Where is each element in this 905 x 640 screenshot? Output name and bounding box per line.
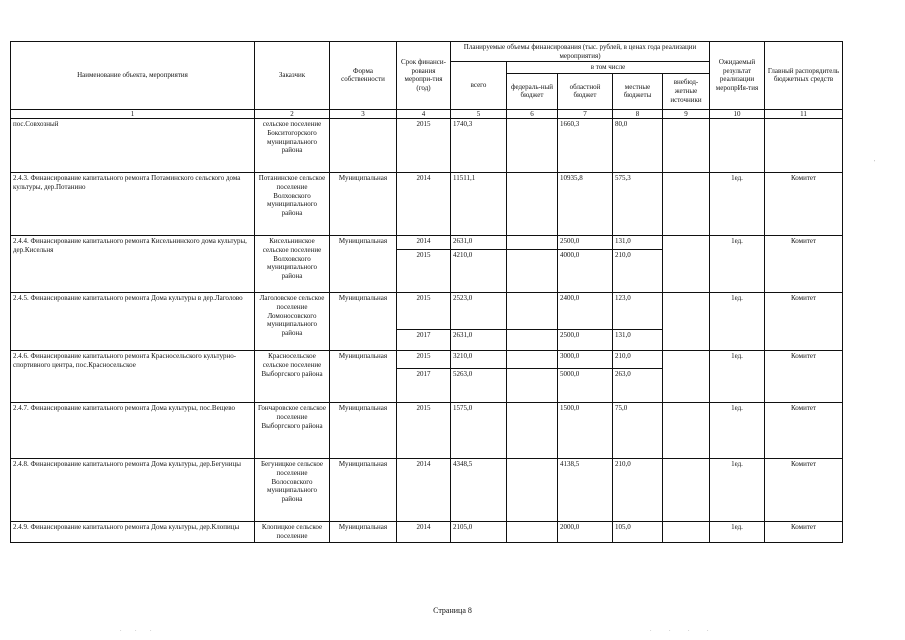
table-row (11, 351, 843, 369)
row-total: 4210,0 (451, 250, 507, 293)
row-extra (663, 293, 710, 351)
row-result: 1ед. (710, 293, 765, 351)
row-extra (663, 173, 710, 236)
header-local: местные бюджеты (613, 73, 663, 109)
row-year: 2017 (397, 369, 451, 403)
header-ownership: Форма собственности (330, 42, 397, 110)
row-year: 2014 (397, 522, 451, 543)
row-federal (507, 330, 558, 351)
row-regional: 3000,0 (558, 351, 613, 369)
row-customer: Красносельское сельское поселение Выборгского района (255, 351, 330, 403)
row-regional: 1500,0 (558, 403, 613, 459)
table-body (11, 119, 843, 543)
column-number: 11 (765, 109, 843, 119)
header-total: всего (451, 62, 507, 110)
row-extra (663, 522, 710, 543)
table-row (11, 293, 843, 330)
row-local: 105,0 (613, 522, 663, 543)
row-local: 210,0 (613, 250, 663, 293)
row-manager: Комитет (765, 351, 843, 403)
row-federal (507, 522, 558, 543)
column-number: 4 (397, 109, 451, 119)
row-regional: 4000,0 (558, 250, 613, 293)
row-manager: Комитет (765, 236, 843, 293)
row-local: 210,0 (613, 351, 663, 369)
row-regional: 2000,0 (558, 522, 613, 543)
column-number: 6 (507, 109, 558, 119)
row-manager (765, 119, 843, 173)
row-ownership: Муниципальная (330, 351, 397, 403)
row-extra (663, 236, 710, 293)
page-number: Страница 8 (433, 606, 472, 615)
row-result: 1ед. (710, 351, 765, 403)
row-name: 2.4.3. Финансирование капитального ремонта Потаминского сельского дома культуры, дер.Потанино (11, 173, 255, 236)
row-federal (507, 293, 558, 330)
row-total: 1575,0 (451, 403, 507, 459)
row-customer: Гончаровское сельское поселение Выборгского района (255, 403, 330, 459)
row-name: 2.4.7. Финансирование капитального ремонта Дома культуры, пос.Вещево (11, 403, 255, 459)
row-name: 2.4.5. Финансирование капитального ремонта Дома культуры в дер.Лаголово (11, 293, 255, 351)
header-result: Ожидаемый результат реализации меропрИя-тия (710, 42, 765, 110)
row-ownership: Муниципальная (330, 293, 397, 351)
row-ownership: Муниципальная (330, 522, 397, 543)
row-result: 1ед. (710, 459, 765, 522)
row-year: 2014 (397, 236, 451, 250)
table-row (11, 119, 843, 173)
row-extra (663, 403, 710, 459)
header-period: Срок финанси-рования меропри-тия (год) (397, 42, 451, 110)
row-local: 263,0 (613, 369, 663, 403)
row-year: 2015 (397, 351, 451, 369)
row-customer: Кисельнинское сельское поселение Волховского муниципального района (255, 236, 330, 293)
row-regional: 5000,0 (558, 369, 613, 403)
financing-table (10, 41, 843, 543)
row-year: 2014 (397, 459, 451, 522)
row-local: 123,0 (613, 293, 663, 330)
table-row (11, 522, 843, 543)
row-year: 2015 (397, 403, 451, 459)
row-regional: 10935,8 (558, 173, 613, 236)
row-local: 131,0 (613, 330, 663, 351)
header-customer: Заказчик (255, 42, 330, 110)
row-total: 2631,0 (451, 330, 507, 351)
row-customer: Бегуницкое сельское поселение Волосовского муниципального района (255, 459, 330, 522)
column-number: 9 (663, 109, 710, 119)
row-ownership: Муниципальная (330, 173, 397, 236)
row-total: 1740,3 (451, 119, 507, 173)
scan-mark: . . . . (650, 627, 717, 633)
row-total: 4348,5 (451, 459, 507, 522)
row-year: 2015 (397, 119, 451, 173)
row-name: 2.4.8. Финансирование капитального ремонта Дома культуры, дер.Бегуницы (11, 459, 255, 522)
row-result: 1ед. (710, 522, 765, 543)
row-local: 210,0 (613, 459, 663, 522)
row-total: 2631,0 (451, 236, 507, 250)
table-row (11, 459, 843, 522)
row-manager: Комитет (765, 173, 843, 236)
header-planned: Планируемые объемы финансирования (тыс. рублей, в ценах года реализации мероприятия) (451, 42, 710, 62)
header-manager: Главный распорядитель бюджетных средств (765, 42, 843, 110)
row-regional: 2500,0 (558, 236, 613, 250)
row-name: 2.4.4. Финансирование капитального ремонта Кисельнинского дома культуры, дер.Кисельня (11, 236, 255, 293)
header-federal: федераль-ный бюджет (507, 73, 558, 109)
row-federal (507, 250, 558, 293)
row-manager: Комитет (765, 403, 843, 459)
header-extra: внебюд-жетные источники (663, 73, 710, 109)
row-customer: Клопицкое сельское поселение (255, 522, 330, 543)
row-customer: Лаголовское сельское поселение Ломоносовского муниципального района (255, 293, 330, 351)
scan-mark: . . . (120, 627, 158, 633)
row-year: 2015 (397, 250, 451, 293)
row-regional: 1660,3 (558, 119, 613, 173)
row-result: 1ед. (710, 403, 765, 459)
column-number: 3 (330, 109, 397, 119)
row-name: 2.4.9. Финансирование капитального ремонта Дома культуры, дер.Клопицы (11, 522, 255, 543)
header-regional: областной бюджет (558, 73, 613, 109)
row-year: 2015 (397, 293, 451, 330)
row-regional: 2400,0 (558, 293, 613, 330)
row-result: 1ед. (710, 173, 765, 236)
column-number: 2 (255, 109, 330, 119)
table-row (11, 236, 843, 250)
row-federal (507, 236, 558, 250)
row-extra (663, 459, 710, 522)
row-total: 2105,0 (451, 522, 507, 543)
row-result: 1ед. (710, 236, 765, 293)
row-local: 75,0 (613, 403, 663, 459)
row-federal (507, 459, 558, 522)
row-federal (507, 403, 558, 459)
row-regional: 4138,5 (558, 459, 613, 522)
row-result (710, 119, 765, 173)
row-ownership: Муниципальная (330, 236, 397, 293)
row-ownership: Муниципальная (330, 403, 397, 459)
row-total: 3210,0 (451, 351, 507, 369)
row-extra (663, 119, 710, 173)
row-manager: Комитет (765, 293, 843, 351)
row-total: 11511,1 (451, 173, 507, 236)
row-ownership (330, 119, 397, 173)
table-row (11, 173, 843, 236)
row-extra (663, 351, 710, 403)
header-including: в том числе (507, 62, 710, 74)
row-year: 2017 (397, 330, 451, 351)
row-name: 2.4.6. Финансирование капитального ремонта Красносельского культурно-спортивного центра, пос.Красносельское (11, 351, 255, 403)
row-ownership: Муниципальная (330, 459, 397, 522)
scan-mark: ' (874, 160, 876, 166)
row-year: 2014 (397, 173, 451, 236)
row-local: 131,0 (613, 236, 663, 250)
row-federal (507, 119, 558, 173)
row-federal (507, 351, 558, 369)
row-regional: 2500,0 (558, 330, 613, 351)
row-total: 5263,0 (451, 369, 507, 403)
header-name: Наименование объекта, мероприятия (11, 42, 255, 110)
column-number: 1 (11, 109, 255, 119)
row-customer: Потанинское сельское поселение Волховского муниципального района (255, 173, 330, 236)
row-federal (507, 369, 558, 403)
row-manager: Комитет (765, 459, 843, 522)
column-number: 7 (558, 109, 613, 119)
row-customer: сельское поселение Бокситогорского муниципального района (255, 119, 330, 173)
row-federal (507, 173, 558, 236)
row-total: 2523,0 (451, 293, 507, 330)
column-number-row (11, 109, 843, 119)
column-number: 10 (710, 109, 765, 119)
row-local: 80,0 (613, 119, 663, 173)
row-local: 575,3 (613, 173, 663, 236)
table-row (11, 403, 843, 459)
row-name: пос.Совхозный (11, 119, 255, 173)
column-number: 5 (451, 109, 507, 119)
row-manager: Комитет (765, 522, 843, 543)
column-number: 8 (613, 109, 663, 119)
